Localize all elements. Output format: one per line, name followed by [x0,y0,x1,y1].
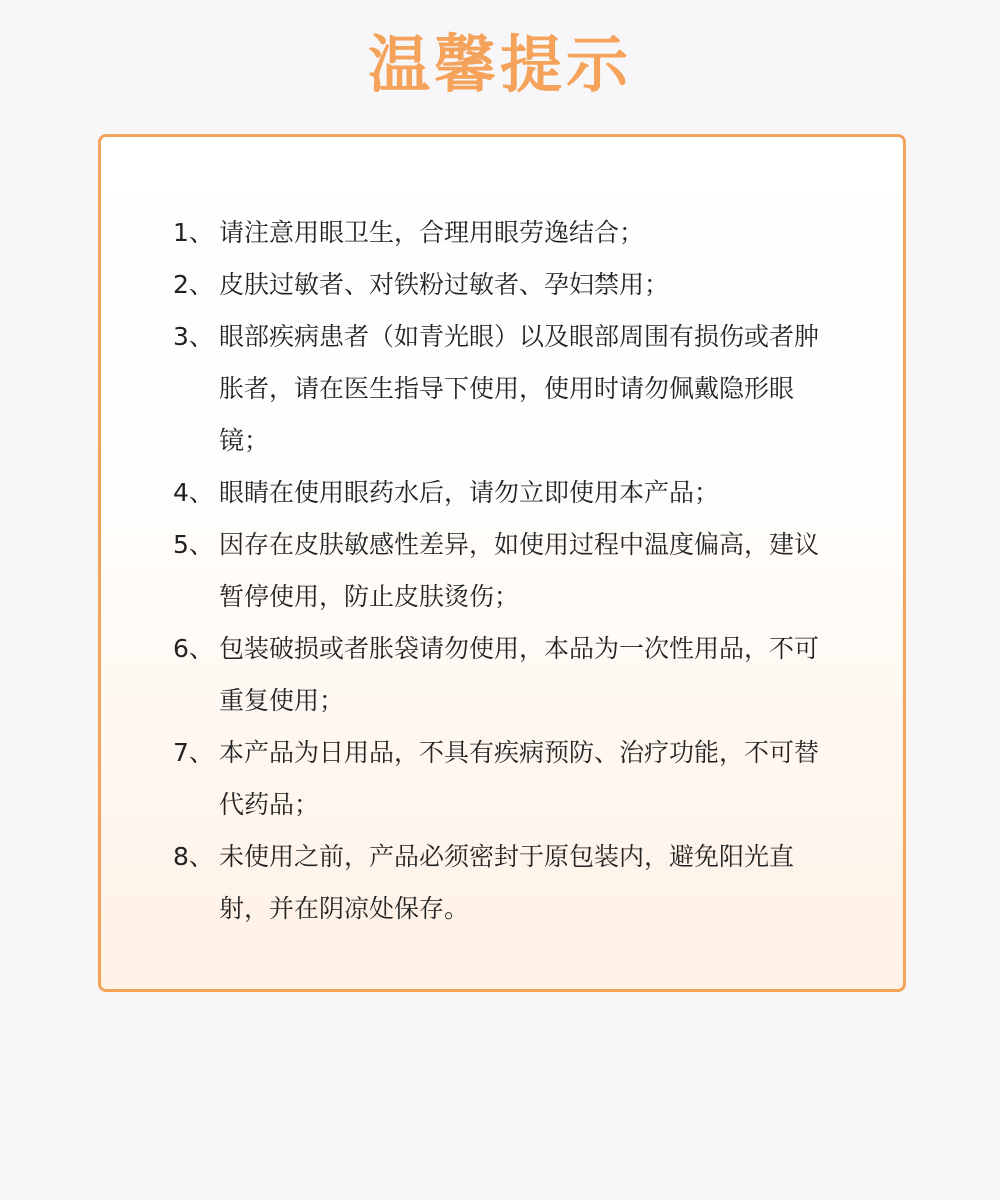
notice-number: 2、 [173,270,214,299]
notice-item [173,207,833,259]
notice-text: 请注意用眼卫生，合理用眼劳逸结合； [219,218,645,247]
notice-text: 未使用之前，产品必须密封于原包装内，避免阳光直射，并在阴凉处保存。 [219,842,795,923]
notice-item [173,727,833,831]
notice-number: 1、 [173,218,214,247]
notice-card [98,134,906,992]
notice-text: 皮肤过敏者、对铁粉过敏者、孕妇禁用； [219,270,670,299]
notice-number: 7、 [173,738,214,767]
notice-item [173,519,833,623]
notice-number: 4、 [173,478,214,507]
page-title: 温馨提示 [367,28,632,101]
notice-item [173,467,833,519]
notice-number: 3、 [173,322,214,351]
notice-number: 5、 [173,530,214,559]
notice-number: 8、 [173,842,214,871]
notice-text: 本产品为日用品，不具有疾病预防、治疗功能，不可替代药品； [219,738,820,819]
notice-text: 眼睛在使用眼药水后，请勿立即使用本产品； [219,478,720,507]
notice-text: 因存在皮肤敏感性差异，如使用过程中温度偏高，建议暂停使用，防止皮肤烫伤； [219,530,820,611]
notice-item [173,623,833,727]
notice-text: 眼部疾病患者（如青光眼）以及眼部周围有损伤或者肿胀者，请在医生指导下使用，使用时请勿佩戴隐形眼镜； [219,322,820,455]
notice-text: 包装破损或者胀袋请勿使用，本品为一次性用品，不可重复使用； [219,634,820,715]
notice-item [173,831,833,935]
notice-item [173,259,833,311]
notice-number: 6、 [173,634,214,663]
notice-item [173,311,833,467]
notice-list [173,207,833,935]
